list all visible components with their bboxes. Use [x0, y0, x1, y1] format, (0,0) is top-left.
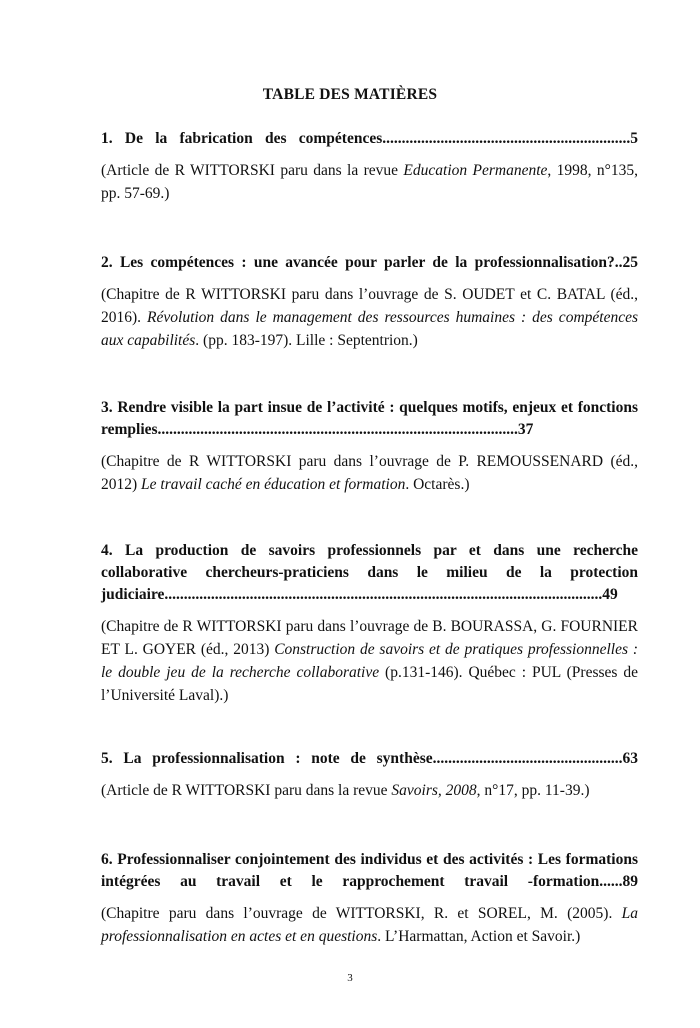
- toc-heading: 6. Professionnaliser conjointement des individus et des activités : Les formations intégrées au travail et le rapprochement travail -formation......89: [101, 851, 638, 890]
- toc-heading: 4. La production de savoirs professionnels par et dans une recherche collaborative chercheurs-praticiens dans le milieu de la protection judiciaire.................................................................................................................49: [101, 542, 638, 603]
- reference-text: (Article de R WITTORSKI paru dans la revue: [101, 782, 392, 799]
- reference-title: Construction de savoirs et de pratiques professionnelles : le double jeu de la recherche collaborative: [101, 641, 638, 681]
- toc-reference: [101, 615, 638, 707]
- reference-text: , n°17, pp. 11-39.): [476, 782, 590, 799]
- toc-entry-4: [101, 540, 638, 707]
- page-title: TABLE DES MATIÈRES: [262, 86, 438, 103]
- toc-entry-2: [101, 252, 638, 352]
- toc-reference: [101, 283, 638, 352]
- reference-title: Education Permanente: [403, 162, 548, 179]
- toc-heading: 3. Rendre visible la part insue de l’activité : quelques motifs, enjeux et fonctions remplies.............................................................................................37: [101, 399, 638, 438]
- toc-entry-6: [101, 849, 638, 948]
- toc-heading: 2. Les compétences : une avancée pour parler de la professionnalisation?..25: [101, 254, 638, 271]
- toc-entry-1: [101, 128, 638, 205]
- reference-text: . L’Harmattan, Action et Savoir.): [377, 928, 581, 945]
- reference-text: (Chapitre de R WITTORSKI paru dans l’ouvrage de S. OUDET et C. BATAL (éd., 2016).: [101, 286, 638, 326]
- reference-title: Le travail caché en éducation et formation: [141, 476, 406, 493]
- toc-reference: [101, 779, 638, 802]
- reference-title: La professionnalisation en actes et en questions: [101, 905, 638, 945]
- toc-heading: 5. La professionnalisation : note de synthèse.................................................63: [101, 750, 638, 767]
- reference-text: (Chapitre paru dans l’ouvrage de WITTORSKI, R. et SOREL, M. (2005).: [101, 905, 622, 922]
- reference-text: (Chapitre de R WITTORSKI paru dans l’ouvrage de B. BOURASSA, G. FOURNIER ET L. GOYER (éd., 2013): [101, 618, 638, 658]
- page-number: 3: [347, 972, 353, 984]
- reference-text: , 1998, n°135, pp. 57-69.): [101, 162, 638, 202]
- reference-text: (Chapitre de R WITTORSKI paru dans l’ouvrage de P. REMOUSSENARD (éd., 2012): [101, 453, 638, 493]
- reference-text: . (pp. 183-197). Lille : Septentrion.): [195, 332, 418, 349]
- reference-text: . Octarès.): [405, 476, 470, 493]
- toc-reference: [101, 902, 638, 948]
- reference-text: (p.131-146). Québec : PUL (Presses de l’Université Laval).): [101, 664, 638, 704]
- toc-entry-3: [101, 397, 638, 496]
- reference-text: (Article de R WITTORSKI paru dans la revue: [101, 162, 404, 179]
- toc-reference: [101, 159, 638, 205]
- reference-title: Savoirs, 2008: [391, 782, 477, 799]
- toc-entry-5: [101, 748, 638, 802]
- toc-reference: [101, 450, 638, 496]
- toc-heading: 1. De la fabrication des compétences................................................................5: [101, 130, 638, 147]
- reference-title: Révolution dans le management des ressources humaines : des compétences aux capabilités: [101, 309, 638, 349]
